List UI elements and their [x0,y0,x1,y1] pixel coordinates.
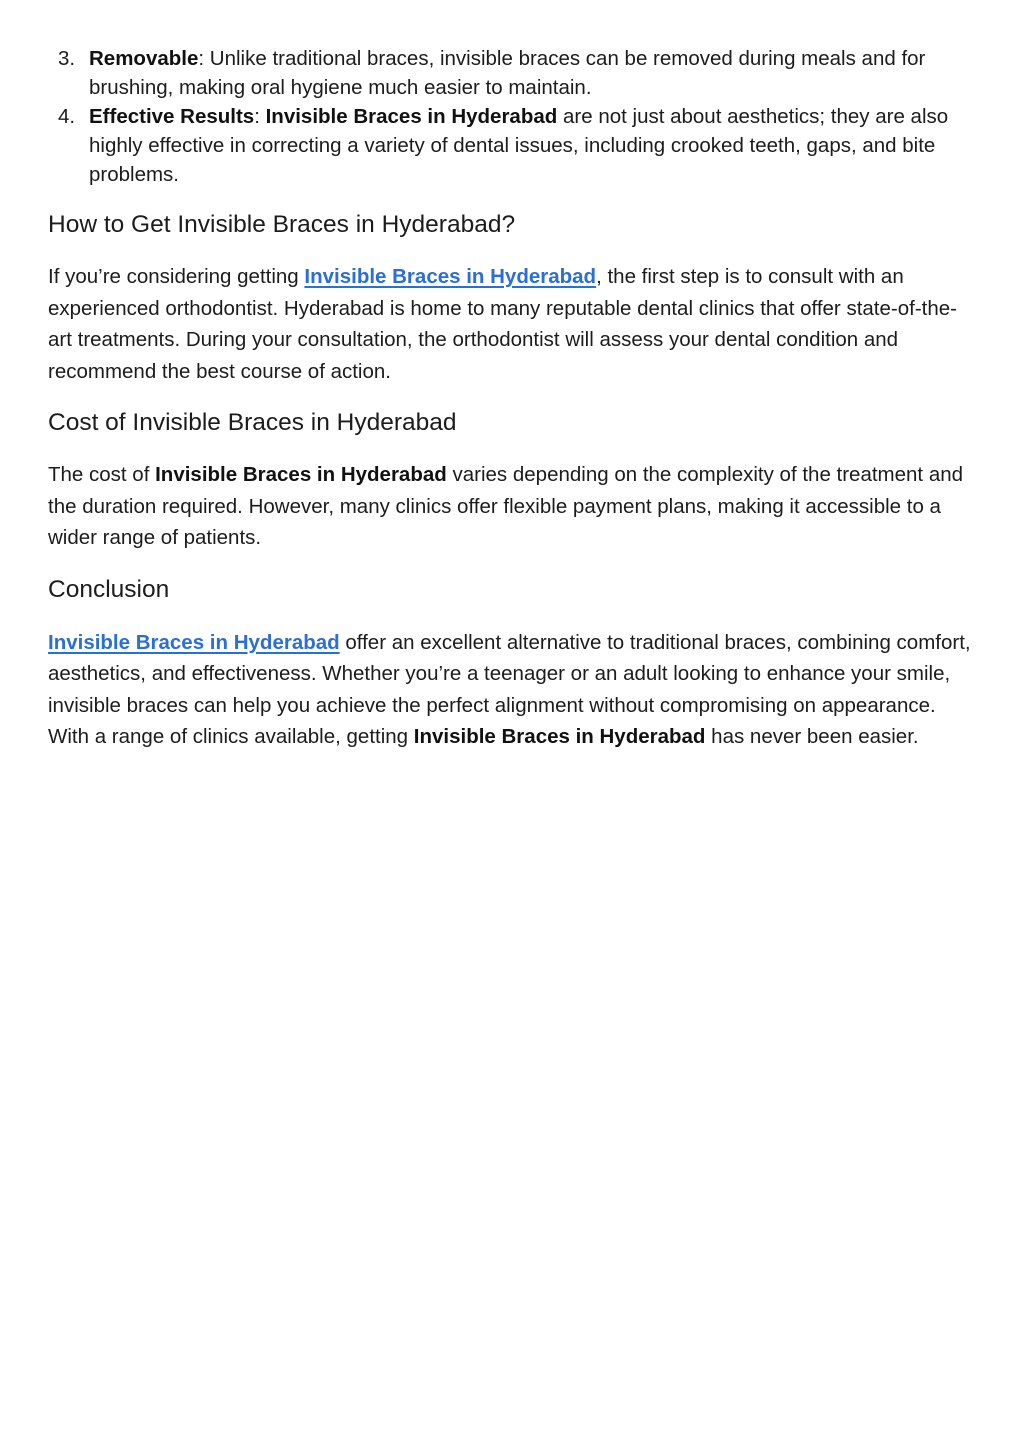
list-number: 3. [58,47,76,70]
list-item-term: Removable [89,47,199,70]
document-page [48,44,978,753]
paragraph-text: The cost of [48,463,156,486]
list-item-term: Effective Results [89,105,255,128]
paragraph-text: , the first step is to consult with an experienced orthodontist. Hyderabad is home to many reputable dental clinics that offer state-of-the-art treatments. During your consultation, the orthodontist will assess your dental condition and recommend the best course of action. [48,265,957,383]
list-number: 4. [58,105,76,128]
benefits-list [48,44,978,189]
invisible-braces-link[interactable]: Invisible Braces in Hyderabad [304,265,597,288]
list-item [48,102,978,189]
list-item-separator: : [198,47,205,70]
paragraph-how-to-get [48,261,978,387]
heading-cost: Cost of Invisible Braces in Hyderabad [48,409,457,436]
list-item-text: are not just about aesthetics; they are also highly effective in correcting a variety of dental issues, including crooked teeth, gaps, and bite problems. [89,105,949,186]
heading-how-to-get: How to Get Invisible Braces in Hyderabad? [48,211,516,238]
list-item-text: Unlike traditional braces, invisible braces can be removed during meals and for brushing, making oral hygiene much easier to maintain. [89,47,926,99]
paragraph-cost [48,459,978,554]
paragraph-text: varies depending on the complexity of the treatment and the duration required. However, many clinics offer flexible payment plans, making it accessible to a wider range of patients. [48,463,964,549]
paragraph-keyword: Invisible Braces in Hyderabad [155,463,447,486]
paragraph-conclusion [48,627,978,753]
paragraph-text: If you’re considering getting [48,265,305,288]
paragraph-text: has never been easier. [705,725,919,748]
list-item-keyword: Invisible Braces in Hyderabad [265,105,558,128]
list-item [48,44,978,102]
heading-conclusion: Conclusion [48,575,170,603]
list-item-separator: : [254,105,266,128]
paragraph-keyword: Invisible Braces in Hyderabad [413,725,706,748]
invisible-braces-link[interactable]: Invisible Braces in Hyderabad [48,630,340,654]
paragraph-text: offer an excellent alternative to traditional braces, combining comfort, aesthetics, and effectiveness. Whether you’re a teenager or an adult looking to enhance your smile, invisible braces can help you achieve the perfect alignment without compromising on appearance. With a range of clinics available, getting [48,630,971,748]
